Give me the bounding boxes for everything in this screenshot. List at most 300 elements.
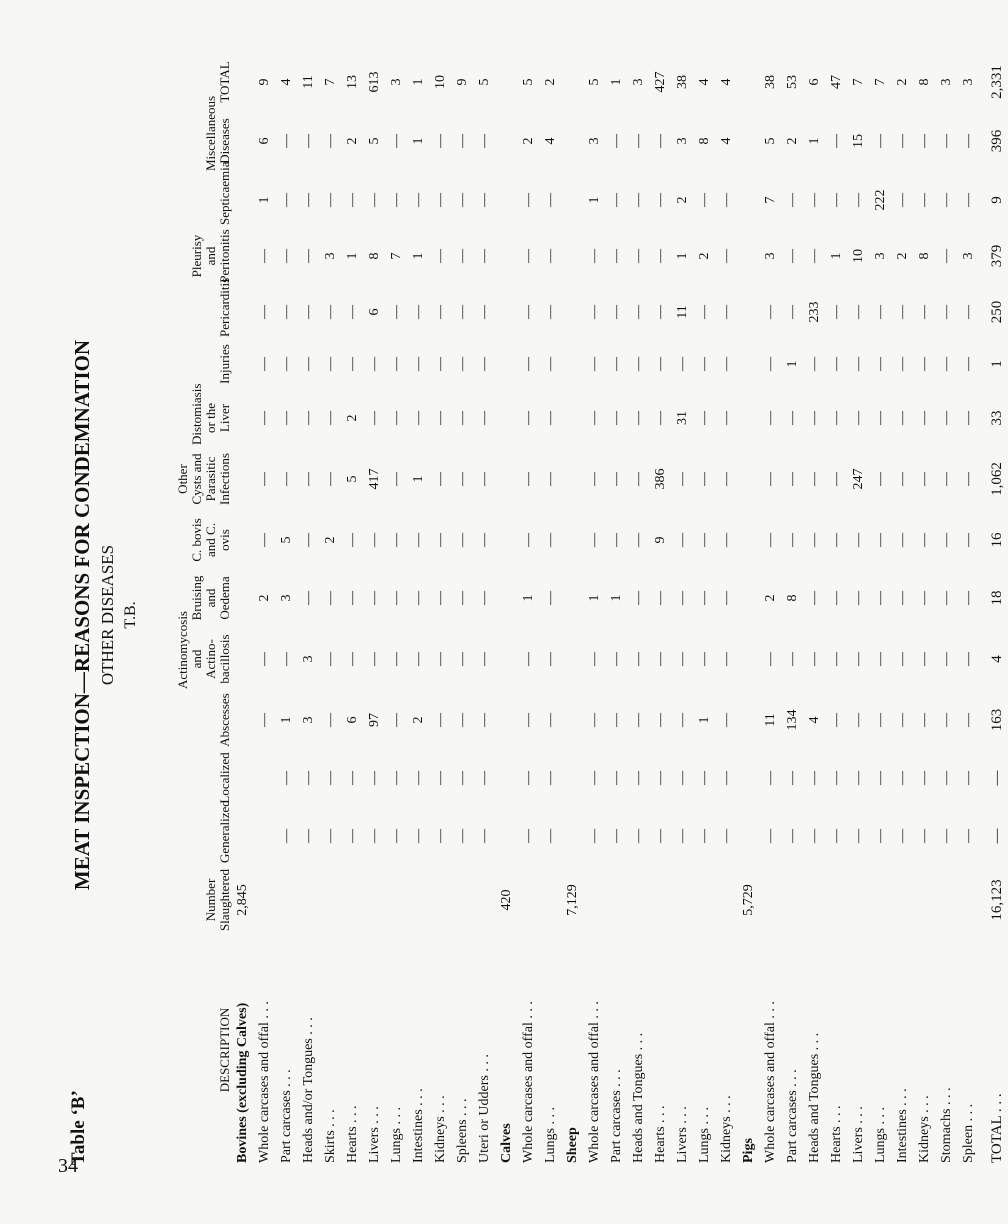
table-cell: —: [939, 533, 954, 547]
table-cell: —: [609, 771, 624, 785]
table-cell: —: [433, 134, 448, 148]
column-header: Pericarditis: [217, 277, 232, 337]
table-cell: 4: [807, 716, 822, 724]
table-cell: [650, 865, 672, 935]
table-cell: —: [719, 591, 734, 605]
table-cell: —: [851, 713, 866, 727]
table-cell: 163: [988, 708, 1005, 732]
table-cell: —: [609, 472, 624, 486]
table-cell: [232, 807, 254, 865]
table-label: Table ‘B’: [68, 1090, 89, 1165]
table-cell: —: [455, 829, 470, 843]
row-label: Heads and/or Tongues . . .: [301, 1017, 316, 1163]
column-header: Generalized: [217, 800, 232, 863]
row-label: Spleens . . .: [455, 1098, 470, 1163]
table-cell: [496, 285, 518, 339]
table-cell: —: [411, 652, 426, 666]
table-cell: —: [411, 829, 426, 843]
table-cell: —: [763, 305, 778, 319]
table-row: [914, 55, 936, 1165]
table-cell: 5: [587, 78, 602, 86]
table-cell: 4: [719, 78, 734, 86]
table-cell: —: [433, 652, 448, 666]
table-cell: 16: [988, 532, 1005, 548]
table-cell: —: [961, 771, 976, 785]
table-cell: [496, 55, 518, 109]
table-cell: —: [301, 193, 316, 207]
table-cell: —: [609, 829, 624, 843]
table-cell: [738, 109, 760, 173]
table-cell: 2: [543, 78, 558, 86]
table-cell: [562, 227, 584, 285]
table-cell: [254, 865, 276, 935]
table-row: [386, 55, 408, 1165]
table-row: [848, 55, 870, 1165]
table-row: [980, 55, 1008, 1165]
table-cell: [870, 865, 892, 935]
column-header: Other Cysts and Parasitic Infections: [175, 453, 232, 505]
table-row: [364, 55, 386, 1165]
table-cell: —: [873, 829, 888, 843]
table-cell: —: [631, 411, 646, 425]
table-cell: —: [917, 472, 932, 486]
table-cell: [562, 55, 584, 109]
column-header: Injuries: [217, 344, 232, 384]
table-cell: —: [433, 357, 448, 371]
table-cell: —: [785, 305, 800, 319]
table-cell: —: [455, 472, 470, 486]
table-cell: [716, 865, 738, 935]
table-cell: [738, 285, 760, 339]
table-cell: 2: [895, 252, 910, 260]
table-cell: 5,729: [741, 884, 756, 916]
table-cell: —: [631, 652, 646, 666]
table-cell: [386, 865, 408, 935]
table-cell: —: [939, 305, 954, 319]
table-cell: [562, 285, 584, 339]
table-cell: [430, 865, 452, 935]
table-cell: —: [521, 652, 536, 666]
table-cell: 1: [587, 594, 602, 602]
table-cell: —: [587, 357, 602, 371]
table-cell: —: [323, 305, 338, 319]
table-cell: —: [719, 249, 734, 263]
table-cell: —: [477, 829, 492, 843]
table-cell: —: [455, 533, 470, 547]
table-cell: 1: [411, 475, 426, 483]
table-cell: —: [719, 193, 734, 207]
table-cell: —: [477, 249, 492, 263]
table-cell: —: [521, 411, 536, 425]
table-cell: —: [587, 472, 602, 486]
table-cell: —: [653, 305, 668, 319]
table-cell: —: [521, 829, 536, 843]
table-cell: 9: [653, 536, 668, 544]
table-cell: 2: [785, 137, 800, 145]
table-cell: [936, 865, 958, 935]
table-cell: —: [851, 829, 866, 843]
table-cell: —: [895, 591, 910, 605]
row-label: Part carcases . . .: [279, 1069, 294, 1163]
table-cell: 2: [345, 137, 360, 145]
table-cell: 417: [367, 468, 382, 490]
table-cell: —: [653, 357, 668, 371]
table-cell: 2: [257, 594, 272, 602]
table-cell: [738, 627, 760, 691]
table-cell: —: [697, 193, 712, 207]
table-cell: —: [323, 829, 338, 843]
table-cell: —: [587, 249, 602, 263]
table-cell: [562, 109, 584, 173]
table-cell: —: [587, 771, 602, 785]
table-cell: —: [961, 357, 976, 371]
table-cell: —: [697, 305, 712, 319]
table-row: [672, 55, 694, 1165]
table-row: [518, 55, 540, 1165]
table-cell: —: [609, 134, 624, 148]
table-cell: —: [829, 193, 844, 207]
table-cell: —: [301, 134, 316, 148]
table-cell: —: [323, 652, 338, 666]
table-cell: —: [697, 533, 712, 547]
table-cell: [298, 865, 320, 935]
row-label: Lungs . . .: [389, 1107, 404, 1163]
table-cell: —: [763, 533, 778, 547]
table-cell: —: [675, 591, 690, 605]
table-cell: —: [675, 533, 690, 547]
table-cell: —: [345, 771, 360, 785]
table-cell: 3: [763, 252, 778, 260]
table-cell: —: [785, 472, 800, 486]
table-cell: [320, 865, 342, 935]
table-cell: —: [939, 193, 954, 207]
table-cell: [232, 511, 254, 569]
table-cell: 1: [587, 196, 602, 204]
table-cell: [232, 627, 254, 691]
column-header: Localized: [217, 752, 232, 804]
table-cell: 18: [988, 590, 1005, 606]
table-cell: —: [917, 134, 932, 148]
table-cell: 8: [917, 78, 932, 86]
table-cell: 6: [345, 716, 360, 724]
table-cell: —: [301, 472, 316, 486]
table-cell: —: [939, 829, 954, 843]
table-cell: [496, 447, 518, 511]
table-cell: —: [829, 591, 844, 605]
table-cell: —: [323, 713, 338, 727]
table-cell: —: [301, 357, 316, 371]
table-cell: —: [631, 193, 646, 207]
table-cell: 13: [345, 75, 360, 89]
table-cell: —: [279, 829, 294, 843]
table-cell: —: [653, 771, 668, 785]
row-label: Livers . . .: [851, 1106, 866, 1163]
table-cell: —: [851, 771, 866, 785]
table-cell: —: [807, 829, 822, 843]
table-cell: —: [411, 533, 426, 547]
table-cell: —: [433, 771, 448, 785]
table-cell: —: [697, 771, 712, 785]
table-cell: —: [367, 591, 382, 605]
column-header: TOTAL: [217, 61, 232, 103]
table-cell: —: [873, 591, 888, 605]
column-header: Bruising and Oedema: [189, 575, 232, 621]
table-cell: 6: [257, 137, 272, 145]
table-cell: —: [829, 472, 844, 486]
table-cell: —: [543, 771, 558, 785]
table-cell: —: [763, 829, 778, 843]
table-cell: 2: [895, 78, 910, 86]
table-cell: —: [345, 533, 360, 547]
table-cell: —: [389, 193, 404, 207]
table-cell: —: [433, 829, 448, 843]
table-cell: —: [807, 533, 822, 547]
table-cell: [562, 511, 584, 569]
table-cell: —: [961, 829, 976, 843]
table-cell: —: [323, 357, 338, 371]
table-cell: 4: [279, 78, 294, 86]
row-label: Whole carcases and offal . . .: [587, 1001, 602, 1163]
table-cell: [232, 691, 254, 749]
table-cell: —: [829, 533, 844, 547]
column-header: C. bovis and C. ovis: [189, 518, 232, 562]
table-cell: —: [279, 771, 294, 785]
table-cell: —: [763, 411, 778, 425]
table-cell: —: [543, 591, 558, 605]
table-cell: [892, 865, 914, 935]
table-cell: —: [433, 472, 448, 486]
row-label: Calves: [499, 1123, 514, 1163]
table-cell: —: [257, 652, 272, 666]
table-cell: —: [653, 829, 668, 843]
table-cell: 8: [367, 252, 382, 260]
table-cell: —: [477, 771, 492, 785]
table-cell: —: [455, 249, 470, 263]
table-row: [276, 55, 298, 1165]
table-cell: —: [477, 713, 492, 727]
table-cell: —: [939, 652, 954, 666]
table-cell: 3: [279, 594, 294, 602]
table-cell: —: [389, 652, 404, 666]
table-cell: 1: [807, 137, 822, 145]
table-cell: [804, 865, 826, 935]
table-cell: —: [675, 472, 690, 486]
table-cell: —: [389, 472, 404, 486]
table-cell: —: [675, 829, 690, 843]
table-cell: —: [763, 472, 778, 486]
table-cell: —: [851, 357, 866, 371]
table-cell: —: [895, 305, 910, 319]
table-cell: —: [631, 357, 646, 371]
table-cell: —: [961, 472, 976, 486]
table-row: [826, 55, 848, 1165]
row-label: Heads and Tongues . . .: [631, 1032, 646, 1163]
table-cell: —: [279, 357, 294, 371]
table-cell: —: [719, 771, 734, 785]
table-cell: —: [543, 472, 558, 486]
table-cell: 7: [323, 78, 338, 86]
table-row: [254, 55, 276, 1165]
table-cell: [738, 55, 760, 109]
table-cell: —: [631, 472, 646, 486]
table-row: [232, 55, 254, 1165]
table-cell: 47: [829, 75, 844, 89]
row-label: Uteri or Udders . . .: [477, 1054, 492, 1163]
table-cell: 11: [301, 75, 316, 89]
table-cell: —: [389, 829, 404, 843]
table-cell: —: [719, 533, 734, 547]
table-row: [540, 55, 562, 1165]
table-cell: —: [961, 652, 976, 666]
table-cell: —: [433, 193, 448, 207]
table-cell: —: [851, 305, 866, 319]
table-cell: 11: [763, 713, 778, 727]
table-cell: —: [521, 357, 536, 371]
table-cell: —: [389, 713, 404, 727]
table-cell: [496, 173, 518, 227]
header-row: [162, 55, 232, 1165]
table-cell: —: [279, 652, 294, 666]
table-cell: —: [455, 713, 470, 727]
table-cell: —: [389, 357, 404, 371]
table-cell: —: [653, 193, 668, 207]
table-cell: —: [433, 249, 448, 263]
table-cell: —: [653, 411, 668, 425]
table-cell: —: [587, 652, 602, 666]
table-cell: [958, 865, 980, 935]
table-cell: 5: [477, 78, 492, 86]
table-cell: 6: [807, 78, 822, 86]
tb-heading: T.B.: [122, 601, 139, 629]
table-cell: —: [873, 533, 888, 547]
table-row: [452, 55, 474, 1165]
table-cell: —: [785, 829, 800, 843]
table-cell: —: [631, 249, 646, 263]
table-cell: 1: [257, 196, 272, 204]
table-cell: —: [543, 652, 558, 666]
column-header: Septicaemia: [217, 161, 232, 225]
group-heading: OTHER DISEASES: [98, 544, 117, 686]
table-cell: —: [675, 652, 690, 666]
table-cell: —: [279, 249, 294, 263]
table-cell: —: [653, 249, 668, 263]
table-cell: 7: [389, 252, 404, 260]
table-cell: —: [961, 193, 976, 207]
row-label: Bovines (excluding Calves): [235, 1002, 250, 1163]
table-cell: —: [455, 411, 470, 425]
column-header: Pleurisy and Peritonitis: [189, 229, 232, 283]
table-cell: 1,062: [988, 462, 1005, 496]
table-cell: —: [411, 771, 426, 785]
table-cell: 38: [763, 75, 778, 89]
table-cell: —: [829, 771, 844, 785]
row-label: Whole carcases and offal . . .: [521, 1001, 536, 1163]
row-label: Livers . . .: [367, 1106, 382, 1163]
table-cell: —: [257, 411, 272, 425]
table-cell: [848, 865, 870, 935]
table-cell: —: [411, 411, 426, 425]
table-cell: —: [257, 713, 272, 727]
table-cell: —: [939, 713, 954, 727]
table-cell: 5: [279, 536, 294, 544]
table-cell: 9: [455, 78, 470, 86]
table-cell: 5: [521, 78, 536, 86]
table-cell: [562, 691, 584, 749]
table-cell: —: [433, 533, 448, 547]
table-cell: —: [631, 305, 646, 319]
row-label: TOTAL . . .: [988, 1093, 1005, 1163]
table-cell: [738, 749, 760, 807]
table-row: [430, 55, 452, 1165]
table-cell: —: [675, 713, 690, 727]
row-label: Hearts . . .: [653, 1105, 668, 1163]
table-cell: —: [917, 411, 932, 425]
table-cell: —: [455, 305, 470, 319]
table-cell: —: [895, 533, 910, 547]
table-cell: 1: [521, 594, 536, 602]
table-cell: —: [697, 472, 712, 486]
table-cell: —: [411, 591, 426, 605]
table-cell: [496, 749, 518, 807]
row-label: Spleen . . .: [961, 1103, 976, 1163]
table-cell: 396: [988, 129, 1005, 153]
table-cell: [738, 173, 760, 227]
table-cell: [342, 865, 364, 935]
column-header: DESCRIPTION: [217, 1007, 232, 1093]
table-cell: —: [785, 771, 800, 785]
table-cell: —: [301, 829, 316, 843]
table-cell: 5: [367, 137, 382, 145]
table-cell: [738, 691, 760, 749]
table-cell: —: [389, 591, 404, 605]
table-cell: —: [807, 591, 822, 605]
table-cell: —: [829, 357, 844, 371]
table-cell: —: [719, 713, 734, 727]
row-label: Lungs . . .: [697, 1107, 712, 1163]
table-cell: —: [697, 411, 712, 425]
table-cell: —: [829, 305, 844, 319]
table-cell: 4: [988, 655, 1005, 663]
table-cell: 1: [609, 78, 624, 86]
table-cell: —: [587, 713, 602, 727]
table-cell: [496, 691, 518, 749]
table-cell: 2: [345, 414, 360, 422]
table-cell: —: [543, 193, 558, 207]
table-cell: —: [301, 411, 316, 425]
table-row: [320, 55, 342, 1165]
table-cell: —: [873, 472, 888, 486]
table-cell: —: [675, 357, 690, 371]
table-cell: —: [345, 652, 360, 666]
table-cell: 3: [587, 137, 602, 145]
table-cell: [760, 865, 782, 935]
table-cell: —: [939, 357, 954, 371]
table-cell: 2: [697, 252, 712, 260]
table-cell: 9: [257, 78, 272, 86]
table-cell: —: [697, 591, 712, 605]
table-cell: —: [257, 357, 272, 371]
table-cell: —: [939, 771, 954, 785]
table-cell: 6: [367, 308, 382, 316]
table-cell: —: [543, 305, 558, 319]
table-cell: —: [719, 411, 734, 425]
table-cell: —: [807, 411, 822, 425]
table-cell: —: [587, 829, 602, 843]
table-cell: 8: [785, 594, 800, 602]
table-cell: —: [873, 411, 888, 425]
table-cell: —: [389, 771, 404, 785]
table-cell: —: [323, 134, 338, 148]
